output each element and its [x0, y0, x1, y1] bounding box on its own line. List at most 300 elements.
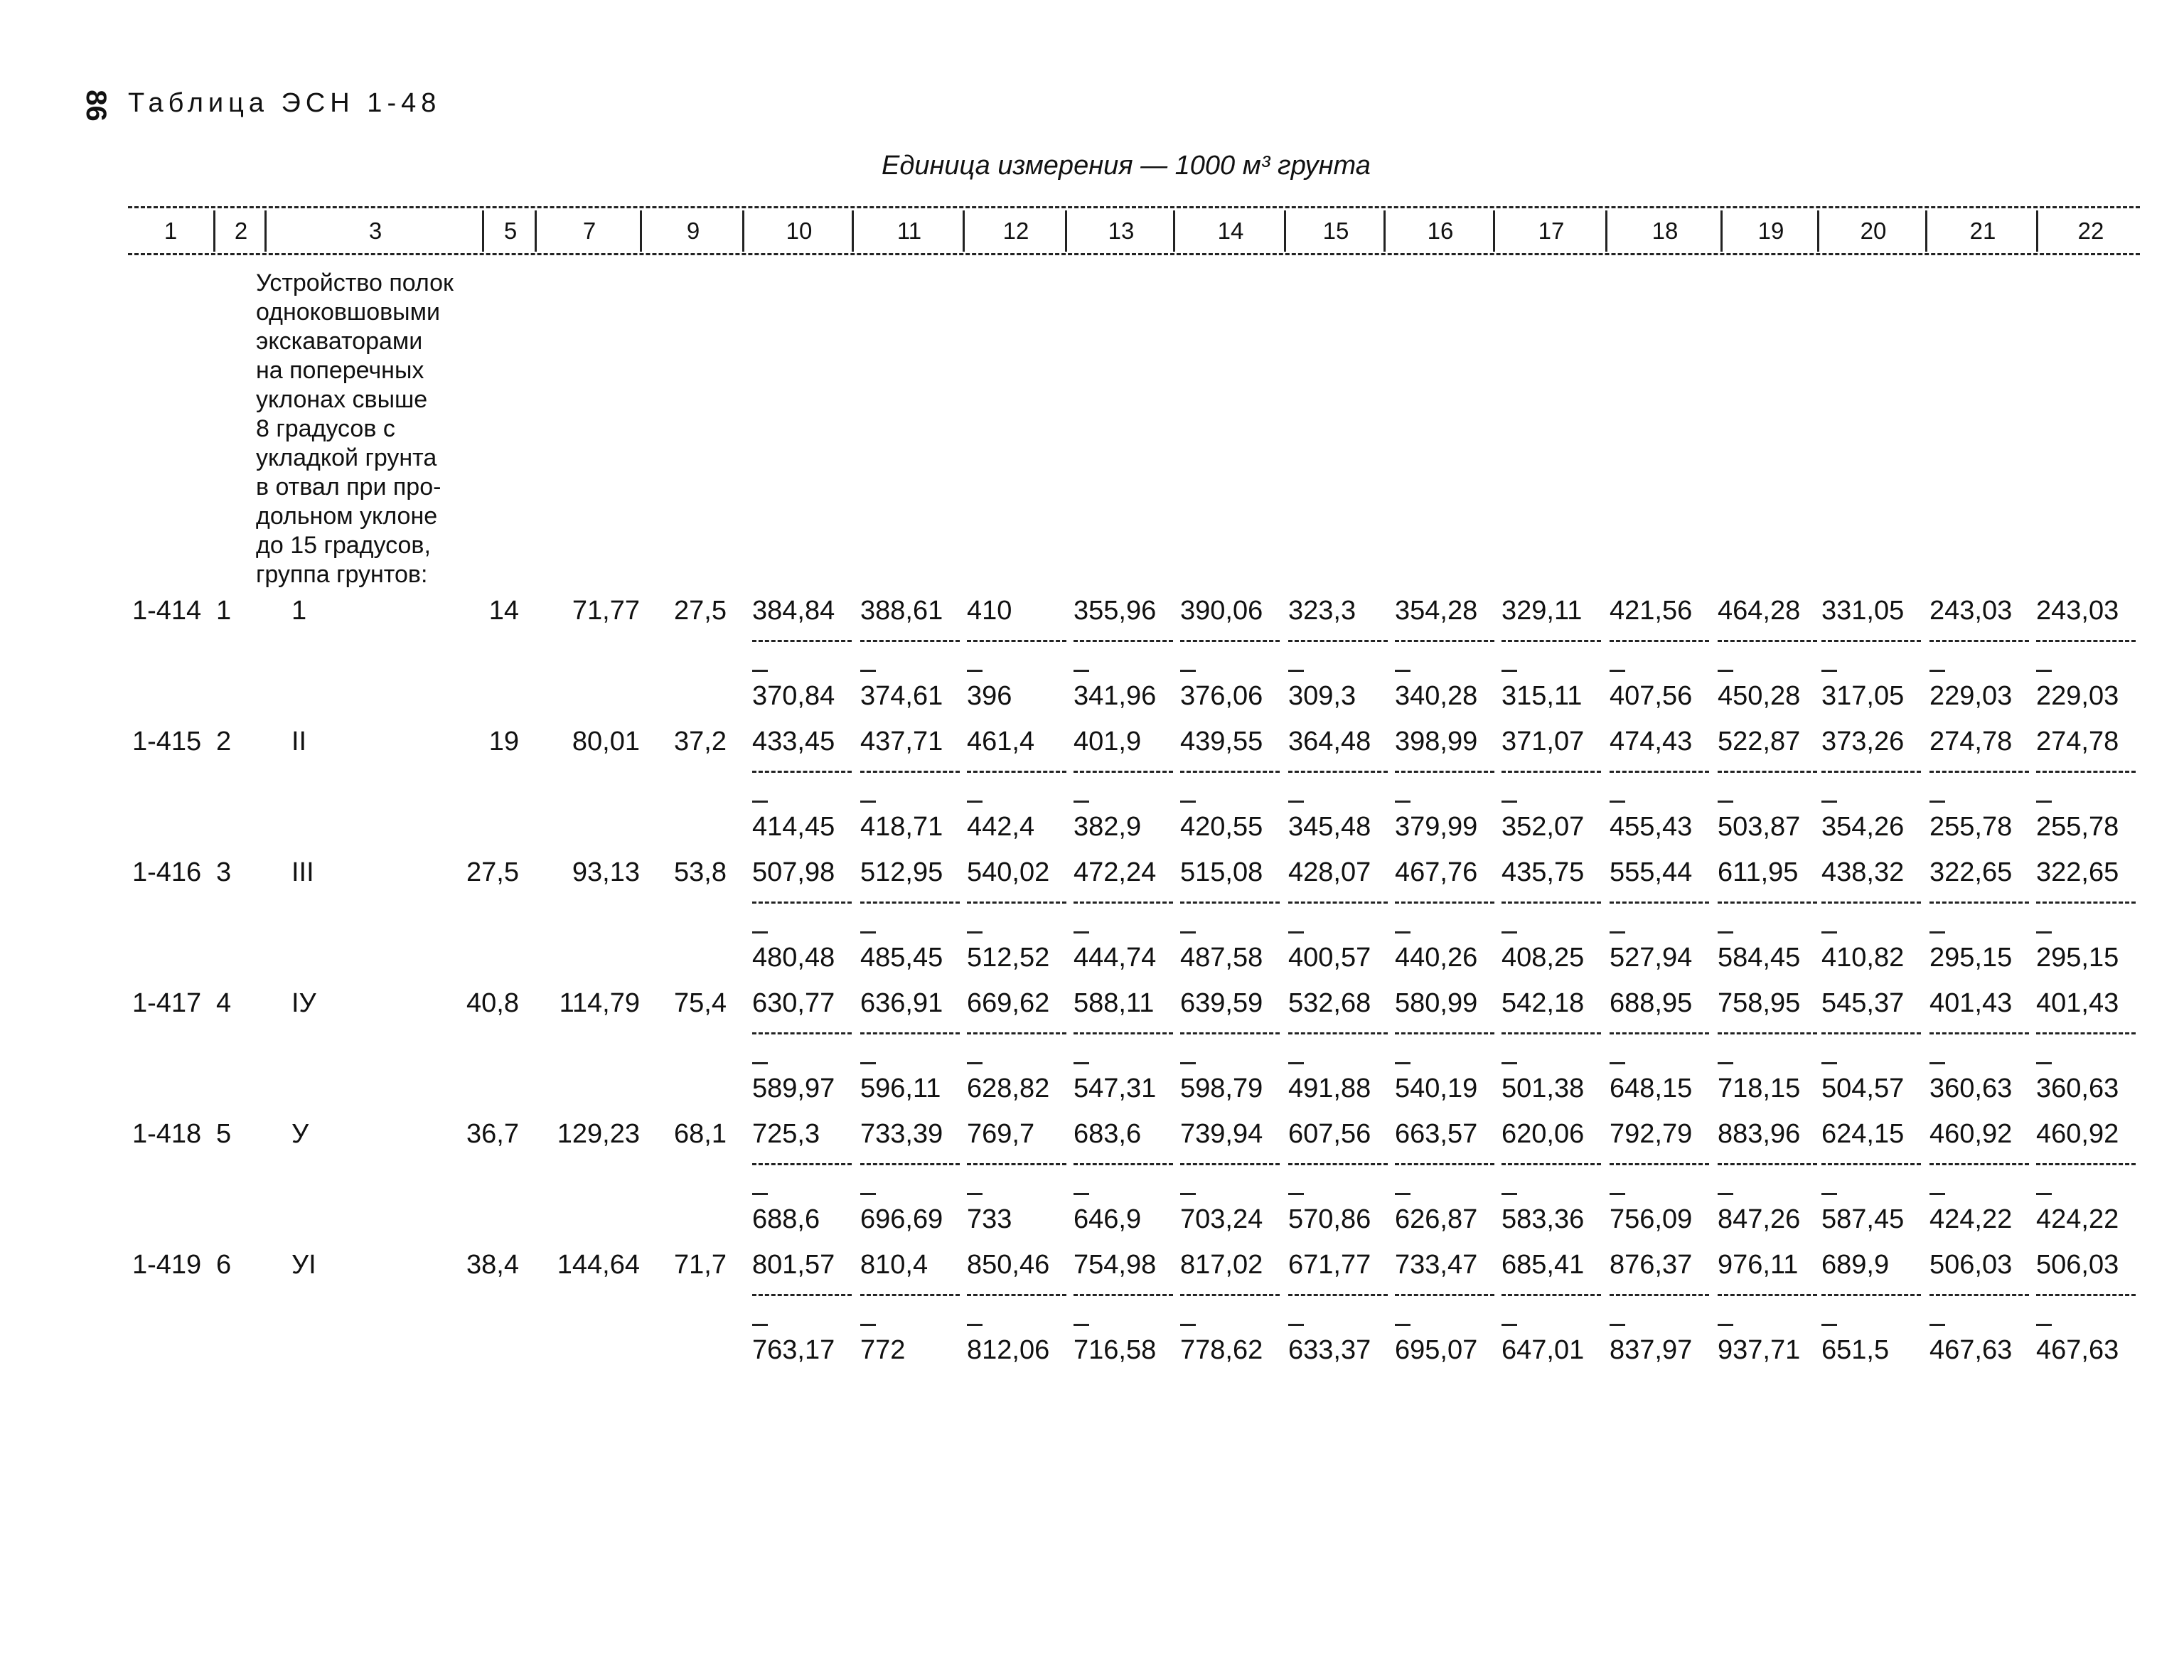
column-header-5: 5	[482, 210, 537, 252]
fraction-dash	[1288, 670, 1304, 672]
value-numerator: 433,45	[752, 727, 835, 756]
fraction-dash	[1395, 931, 1410, 933]
fraction-dash	[860, 1062, 876, 1064]
fraction-dash	[860, 1324, 876, 1326]
fraction-dash	[1718, 931, 1733, 933]
fraction-dash	[752, 1062, 768, 1064]
fraction-line	[1929, 1294, 2029, 1296]
column-header-10: 10	[742, 210, 854, 252]
fraction-line	[1821, 1294, 1921, 1296]
fraction-dash	[1395, 1324, 1410, 1326]
value-numerator: 801,57	[752, 1250, 835, 1280]
row-code: 1-419	[132, 1250, 202, 1280]
value-numerator: 636,91	[860, 988, 943, 1018]
fraction-line	[1718, 1163, 1817, 1165]
value-denominator: 360,63	[2036, 1074, 2119, 1103]
value-col-7: 129,23	[557, 1119, 640, 1149]
value-numerator: 733,39	[860, 1119, 943, 1149]
fraction-dash	[1929, 931, 1945, 933]
fraction-line	[860, 640, 960, 642]
value-numerator: 669,62	[967, 988, 1050, 1018]
soil-group: УI	[291, 1250, 316, 1280]
value-numerator: 639,59	[1180, 988, 1263, 1018]
value-denominator: 295,15	[1929, 943, 2013, 973]
fraction-line	[1718, 1032, 1817, 1034]
fraction-dash	[1288, 1062, 1304, 1064]
value-numerator: 398,99	[1395, 727, 1478, 756]
value-numerator: 322,65	[2036, 857, 2119, 887]
value-numerator: 817,02	[1180, 1250, 1263, 1280]
description-line: до 15 градусов,	[256, 532, 431, 559]
fraction-dash	[1288, 1193, 1304, 1195]
soil-group: IУ	[291, 988, 316, 1018]
value-numerator: 243,03	[1929, 596, 2013, 626]
soil-group: III	[291, 857, 314, 887]
value-denominator: 309,3	[1288, 681, 1356, 711]
fraction-line	[1718, 901, 1817, 904]
value-denominator: 255,78	[2036, 812, 2119, 842]
fraction-line	[1180, 1163, 1280, 1165]
value-denominator: 718,15	[1718, 1074, 1801, 1103]
description-line: группа грунтов:	[256, 561, 428, 588]
value-denominator: 628,82	[967, 1074, 1050, 1103]
value-numerator: 850,46	[967, 1250, 1050, 1280]
value-denominator: 503,87	[1718, 812, 1801, 842]
fraction-line	[1718, 1294, 1817, 1296]
fraction-dash	[1929, 801, 1945, 803]
fraction-line	[1610, 771, 1709, 773]
fraction-dash	[1610, 801, 1625, 803]
fraction-line	[1929, 1032, 2029, 1034]
value-numerator: 421,56	[1610, 596, 1693, 626]
fraction-line	[1180, 1294, 1280, 1296]
fraction-line	[967, 771, 1066, 773]
fraction-line	[1074, 1163, 1173, 1165]
fraction-line	[2036, 1294, 2136, 1296]
value-col-9: 71,7	[674, 1250, 727, 1280]
fraction-line	[1180, 1032, 1280, 1034]
fraction-dash	[1821, 801, 1837, 803]
value-denominator: 400,57	[1288, 943, 1371, 973]
fraction-dash	[1180, 801, 1196, 803]
fraction-dash	[1074, 1062, 1089, 1064]
fraction-line	[1821, 640, 1921, 642]
value-denominator: 688,6	[752, 1204, 820, 1234]
column-header-19: 19	[1720, 210, 1819, 252]
value-denominator: 547,31	[1074, 1074, 1157, 1103]
column-header-9: 9	[640, 210, 744, 252]
description-line: дольном уклоне	[256, 503, 438, 530]
header-rule-bottom	[128, 253, 2140, 255]
value-denominator: 540,19	[1395, 1074, 1478, 1103]
row-code: 1-417	[132, 988, 202, 1018]
header-rule-top	[128, 206, 2140, 208]
fraction-dash	[1610, 1193, 1625, 1195]
fraction-dash	[967, 1193, 983, 1195]
value-numerator: 725,3	[752, 1119, 820, 1149]
value-denominator: 772	[860, 1335, 906, 1365]
value-numerator: 620,06	[1502, 1119, 1585, 1149]
value-denominator: 512,52	[967, 943, 1050, 973]
column-header-7: 7	[535, 210, 642, 252]
value-numerator: 355,96	[1074, 596, 1157, 626]
fraction-dash	[2036, 1062, 2052, 1064]
fraction-line	[1395, 771, 1494, 773]
fraction-line	[1821, 901, 1921, 904]
fraction-dash	[752, 1193, 768, 1195]
value-denominator: 587,45	[1821, 1204, 1905, 1234]
fraction-line	[967, 1163, 1066, 1165]
fraction-dash	[1395, 801, 1410, 803]
value-numerator: 758,95	[1718, 988, 1801, 1018]
row-number: 1	[216, 596, 232, 626]
value-denominator: 317,05	[1821, 681, 1905, 711]
fraction-dash	[967, 670, 983, 672]
value-numerator: 792,79	[1610, 1119, 1693, 1149]
description-line: 8 градусов с	[256, 415, 395, 442]
value-numerator: 810,4	[860, 1250, 928, 1280]
fraction-line	[752, 1294, 852, 1296]
value-denominator: 376,06	[1180, 681, 1263, 711]
value-col-9: 53,8	[674, 857, 727, 887]
value-numerator: 373,26	[1821, 727, 1905, 756]
fraction-line	[860, 1032, 960, 1034]
value-denominator: 455,43	[1610, 812, 1693, 842]
fraction-line	[860, 1163, 960, 1165]
value-col-5: 36,7	[466, 1119, 519, 1149]
fraction-dash	[1821, 1062, 1837, 1064]
value-denominator: 340,28	[1395, 681, 1478, 711]
value-denominator: 716,58	[1074, 1335, 1157, 1365]
fraction-line	[1288, 901, 1388, 904]
fraction-dash	[1502, 670, 1517, 672]
fraction-line	[967, 1032, 1066, 1034]
value-numerator: 461,4	[967, 727, 1035, 756]
fraction-line	[1074, 640, 1173, 642]
value-denominator: 696,69	[860, 1204, 943, 1234]
fraction-dash	[1502, 1193, 1517, 1195]
fraction-dash	[1718, 801, 1733, 803]
value-denominator: 396	[967, 681, 1012, 711]
value-denominator: 345,48	[1288, 812, 1371, 842]
value-numerator: 685,41	[1502, 1250, 1585, 1280]
value-numerator: 507,98	[752, 857, 835, 887]
fraction-dash	[1288, 1324, 1304, 1326]
fraction-line	[1821, 771, 1921, 773]
column-header-1: 1	[164, 218, 178, 244]
fraction-dash	[2036, 670, 2052, 672]
column-header-21: 21	[1925, 210, 2038, 252]
fraction-line	[967, 640, 1066, 642]
fraction-line	[752, 901, 852, 904]
fraction-dash	[1718, 1324, 1733, 1326]
fraction-dash	[1718, 670, 1733, 672]
fraction-line	[1180, 771, 1280, 773]
value-denominator: 352,07	[1502, 812, 1585, 842]
fraction-line	[1288, 1163, 1388, 1165]
value-numerator: 733,47	[1395, 1250, 1478, 1280]
column-header-16: 16	[1383, 210, 1495, 252]
value-denominator: 633,37	[1288, 1335, 1371, 1365]
value-numerator: 688,95	[1610, 988, 1693, 1018]
column-header-17: 17	[1493, 210, 1607, 252]
value-numerator: 243,03	[2036, 596, 2119, 626]
value-numerator: 683,6	[1074, 1119, 1142, 1149]
fraction-line	[860, 901, 960, 904]
value-numerator: 515,08	[1180, 857, 1263, 887]
value-numerator: 390,06	[1180, 596, 1263, 626]
value-numerator: 438,32	[1821, 857, 1905, 887]
value-numerator: 883,96	[1718, 1119, 1801, 1149]
value-denominator: 647,01	[1502, 1335, 1585, 1365]
fraction-dash	[1288, 931, 1304, 933]
value-numerator: 624,15	[1821, 1119, 1905, 1149]
value-denominator: 341,96	[1074, 681, 1157, 711]
fraction-dash	[1502, 1062, 1517, 1064]
value-denominator: 584,45	[1718, 943, 1801, 973]
value-numerator: 274,78	[1929, 727, 2013, 756]
column-header-18: 18	[1605, 210, 1723, 252]
value-denominator: 937,71	[1718, 1335, 1801, 1365]
fraction-line	[2036, 771, 2136, 773]
value-numerator: 540,02	[967, 857, 1050, 887]
fraction-line	[1074, 771, 1173, 773]
fraction-dash	[752, 1324, 768, 1326]
value-numerator: 467,76	[1395, 857, 1478, 887]
fraction-line	[1502, 1294, 1601, 1296]
value-denominator: 414,45	[752, 812, 835, 842]
fraction-dash	[1718, 1062, 1733, 1064]
description-line: экскаваторами	[256, 328, 423, 355]
value-col-5: 27,5	[466, 857, 519, 887]
value-denominator: 360,63	[1929, 1074, 2013, 1103]
value-denominator: 229,03	[2036, 681, 2119, 711]
value-numerator: 435,75	[1502, 857, 1585, 887]
fraction-dash	[1180, 1062, 1196, 1064]
fraction-dash	[2036, 931, 2052, 933]
value-denominator: 467,63	[1929, 1335, 2013, 1365]
value-numerator: 460,92	[1929, 1119, 2013, 1149]
fraction-dash	[1180, 1193, 1196, 1195]
fraction-dash	[1502, 801, 1517, 803]
description-line: уклонах свыше	[256, 386, 428, 413]
value-denominator: 485,45	[860, 943, 943, 973]
value-numerator: 689,9	[1821, 1250, 1890, 1280]
fraction-line	[1074, 1032, 1173, 1034]
fraction-line	[1929, 901, 2029, 904]
fraction-dash	[967, 1062, 983, 1064]
fraction-line	[1502, 771, 1601, 773]
fraction-line	[1718, 640, 1817, 642]
value-denominator: 408,25	[1502, 943, 1585, 973]
value-denominator: 295,15	[2036, 943, 2119, 973]
fraction-dash	[1074, 1193, 1089, 1195]
value-denominator: 382,9	[1074, 812, 1142, 842]
fraction-line	[1288, 1294, 1388, 1296]
column-header-14: 14	[1173, 210, 1286, 252]
value-col-5: 14	[488, 596, 519, 626]
value-denominator: 410,82	[1821, 943, 1905, 973]
fraction-dash	[1288, 801, 1304, 803]
value-numerator: 580,99	[1395, 988, 1478, 1018]
value-denominator: 837,97	[1610, 1335, 1693, 1365]
fraction-dash	[1180, 1324, 1196, 1326]
value-numerator: 532,68	[1288, 988, 1371, 1018]
fraction-dash	[1610, 670, 1625, 672]
row-number: 3	[216, 857, 232, 887]
value-denominator: 756,09	[1610, 1204, 1693, 1234]
fraction-line	[1610, 901, 1709, 904]
value-col-9: 68,1	[674, 1119, 727, 1149]
description-line: одноковшовыми	[256, 299, 440, 326]
value-denominator: 733	[967, 1204, 1012, 1234]
fraction-line	[1288, 771, 1388, 773]
value-denominator: 648,15	[1610, 1074, 1693, 1103]
fraction-line	[1610, 1032, 1709, 1034]
value-col-5: 38,4	[466, 1250, 519, 1280]
fraction-dash	[2036, 1324, 2052, 1326]
value-col-5: 19	[488, 727, 519, 756]
row-number: 5	[216, 1119, 232, 1149]
value-numerator: 739,94	[1180, 1119, 1263, 1149]
row-code: 1-416	[132, 857, 202, 887]
value-denominator: 255,78	[1929, 812, 2013, 842]
fraction-line	[1074, 1294, 1173, 1296]
fraction-line	[967, 1294, 1066, 1296]
fraction-line	[1929, 640, 2029, 642]
value-numerator: 474,43	[1610, 727, 1693, 756]
fraction-dash	[860, 931, 876, 933]
column-header-11: 11	[852, 210, 965, 252]
value-numerator: 542,18	[1502, 988, 1585, 1018]
value-col-9: 37,2	[674, 727, 727, 756]
value-denominator: 424,22	[1929, 1204, 2013, 1234]
fraction-line	[1821, 1032, 1921, 1034]
fraction-line	[1395, 1163, 1494, 1165]
fraction-dash	[1929, 1193, 1945, 1195]
fraction-line	[1395, 640, 1494, 642]
value-denominator: 450,28	[1718, 681, 1801, 711]
value-numerator: 384,84	[752, 596, 835, 626]
value-numerator: 976,11	[1718, 1250, 1799, 1280]
value-denominator: 418,71	[860, 812, 943, 842]
fraction-dash	[752, 670, 768, 672]
value-numerator: 437,71	[860, 727, 943, 756]
fraction-line	[1502, 640, 1601, 642]
fraction-dash	[1395, 1062, 1410, 1064]
value-numerator: 472,24	[1074, 857, 1157, 887]
value-denominator: 626,87	[1395, 1204, 1478, 1234]
value-numerator: 506,03	[2036, 1250, 2119, 1280]
fraction-dash	[1074, 801, 1089, 803]
fraction-line	[1395, 1294, 1494, 1296]
value-denominator: 501,38	[1502, 1074, 1585, 1103]
column-header-22: 22	[2036, 210, 2143, 252]
value-numerator: 671,77	[1288, 1250, 1371, 1280]
fraction-dash	[967, 1324, 983, 1326]
fraction-dash	[1821, 1324, 1837, 1326]
value-col-9: 75,4	[674, 988, 727, 1018]
fraction-dash	[1821, 1193, 1837, 1195]
work-description	[256, 269, 498, 589]
value-numerator: 329,11	[1502, 596, 1583, 626]
fraction-dash	[1718, 1193, 1733, 1195]
value-denominator: 504,57	[1821, 1074, 1905, 1103]
description-line: в отвал при про-	[256, 473, 441, 501]
fraction-dash	[752, 801, 768, 803]
fraction-line	[1502, 1032, 1601, 1034]
fraction-line	[1929, 1163, 2029, 1165]
fraction-line	[1610, 640, 1709, 642]
fraction-line	[752, 771, 852, 773]
value-denominator: 467,63	[2036, 1335, 2119, 1365]
value-denominator: 589,97	[752, 1074, 835, 1103]
value-numerator: 323,3	[1288, 596, 1356, 626]
row-code: 1-418	[132, 1119, 202, 1149]
value-numerator: 401,43	[1929, 988, 2013, 1018]
value-numerator: 545,37	[1821, 988, 1905, 1018]
soil-group: 1	[291, 596, 307, 626]
value-numerator: 428,07	[1288, 857, 1371, 887]
value-denominator: 354,26	[1821, 812, 1905, 842]
value-denominator: 695,07	[1395, 1335, 1478, 1365]
value-numerator: 371,07	[1502, 727, 1585, 756]
fraction-line	[1502, 901, 1601, 904]
value-numerator: 464,28	[1718, 596, 1801, 626]
fraction-dash	[1610, 1062, 1625, 1064]
value-denominator: 778,62	[1180, 1335, 1263, 1365]
value-col-5: 40,8	[466, 988, 519, 1018]
fraction-line	[1502, 1163, 1601, 1165]
description-line: укладкой грунта	[256, 444, 437, 471]
value-denominator: 370,84	[752, 681, 835, 711]
fraction-dash	[1610, 931, 1625, 933]
row-number: 4	[216, 988, 232, 1018]
fraction-line	[1610, 1163, 1709, 1165]
value-numerator: 401,43	[2036, 988, 2119, 1018]
column-header-13: 13	[1065, 210, 1175, 252]
fraction-dash	[967, 931, 983, 933]
fraction-line	[2036, 901, 2136, 904]
row-number: 6	[216, 1250, 232, 1280]
row-code: 1-414	[132, 596, 202, 626]
page-number: 86	[80, 90, 112, 122]
value-denominator: 424,22	[2036, 1204, 2119, 1234]
fraction-line	[2036, 640, 2136, 642]
fraction-dash	[752, 931, 768, 933]
value-numerator: 555,44	[1610, 857, 1693, 887]
value-col-9: 27,5	[674, 596, 727, 626]
value-denominator: 847,26	[1718, 1204, 1801, 1234]
value-denominator: 374,61	[860, 681, 943, 711]
fraction-line	[1180, 640, 1280, 642]
fraction-line	[1288, 640, 1388, 642]
value-denominator: 420,55	[1180, 812, 1263, 842]
fraction-line	[752, 640, 852, 642]
fraction-line	[1288, 1032, 1388, 1034]
fraction-dash	[2036, 801, 2052, 803]
column-header-2: 2	[213, 210, 267, 252]
value-numerator: 354,28	[1395, 596, 1478, 626]
value-denominator: 487,58	[1180, 943, 1263, 973]
value-numerator: 876,37	[1610, 1250, 1693, 1280]
fraction-dash	[1502, 931, 1517, 933]
value-numerator: 611,95	[1718, 857, 1799, 887]
fraction-dash	[967, 801, 983, 803]
column-header-3: 3	[264, 210, 484, 252]
fraction-line	[752, 1163, 852, 1165]
value-denominator: 598,79	[1180, 1074, 1263, 1103]
